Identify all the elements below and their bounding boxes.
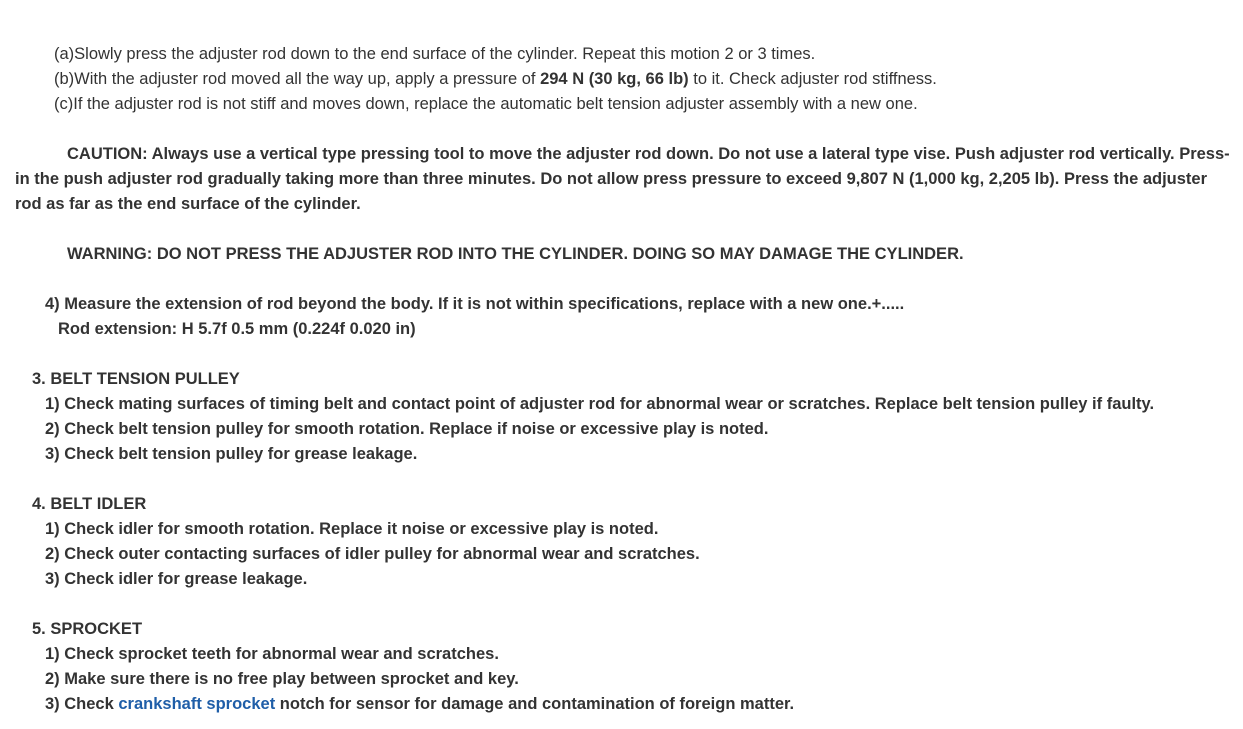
step-b-pre: (b)With the adjuster rod moved all the way up, apply a pressure of (54, 70, 541, 88)
section-4-item-1: 1) Check idler for smooth rotation. Replace it noise or excessive play is noted. (45, 520, 659, 538)
section-4-item-3: 3) Check idler for grease leakage. (45, 570, 308, 588)
step-4: 4) Measure the extension of rod beyond the body. If it is not within specifications, replace with a new one.+..... (45, 295, 905, 313)
section-3-title: 3. BELT TENSION PULLEY (32, 370, 240, 388)
section-5-item-3-pre: 3) Check (45, 695, 119, 713)
step-b-pressure: 294 N (30 kg, 66 lb) (540, 70, 689, 88)
step-b-post: to it. Check adjuster rod stiffness. (688, 70, 937, 88)
crankshaft-sprocket-link[interactable]: crankshaft sprocket (118, 695, 276, 713)
section-5-item-1: 1) Check sprocket teeth for abnormal wear and scratches. (45, 645, 499, 663)
section-4-title: 4. BELT IDLER (32, 495, 147, 513)
section-5-item-3-post: notch for sensor for damage and contamination of foreign matter. (275, 695, 795, 713)
section-5-title: 5. SPROCKET (32, 620, 143, 638)
step-b (54, 67, 937, 92)
warning-text: WARNING: DO NOT PRESS THE ADJUSTER ROD INTO THE CYLINDER. DOING SO MAY DAMAGE THE CYLINDER. (67, 245, 964, 263)
step-a: (a)Slowly press the adjuster rod down to the end surface of the cylinder. Repeat this motion 2 or 3 times. (54, 45, 816, 63)
section-5-item-3 (45, 692, 794, 717)
rod-extension-spec: Rod extension: H 5.7f 0.5 mm (0.224f 0.020 in) (58, 320, 416, 338)
caution-line-3: rod as far as the end surface of the cylinder. (15, 195, 361, 213)
step-c: (c)If the adjuster rod is not stiff and moves down, replace the automatic belt tension adjuster assembly with a new one. (54, 95, 918, 113)
section-4-item-2: 2) Check outer contacting surfaces of idler pulley for abnormal wear and scratches. (45, 545, 700, 563)
section-3-item-1: 1) Check mating surfaces of timing belt and contact point of adjuster rod for abnormal wear or scratches. Replace belt tension pulley if faulty. (45, 395, 1155, 413)
caution-line-1: CAUTION: Always use a vertical type pressing tool to move the adjuster rod down. Do not use a lateral type vise. Push adjuster rod vertically. Press- (67, 145, 1230, 163)
caution-line-2: in the push adjuster rod gradually taking more than three minutes. Do not allow press pressure to exceed 9,807 N (1,000 kg, 2,205 lb). Press the adjuster (15, 170, 1208, 188)
section-3-item-3: 3) Check belt tension pulley for grease leakage. (45, 445, 418, 463)
section-3-item-2: 2) Check belt tension pulley for smooth rotation. Replace if noise or excessive play is noted. (45, 420, 769, 438)
section-5-item-2: 2) Make sure there is no free play between sprocket and key. (45, 670, 519, 688)
